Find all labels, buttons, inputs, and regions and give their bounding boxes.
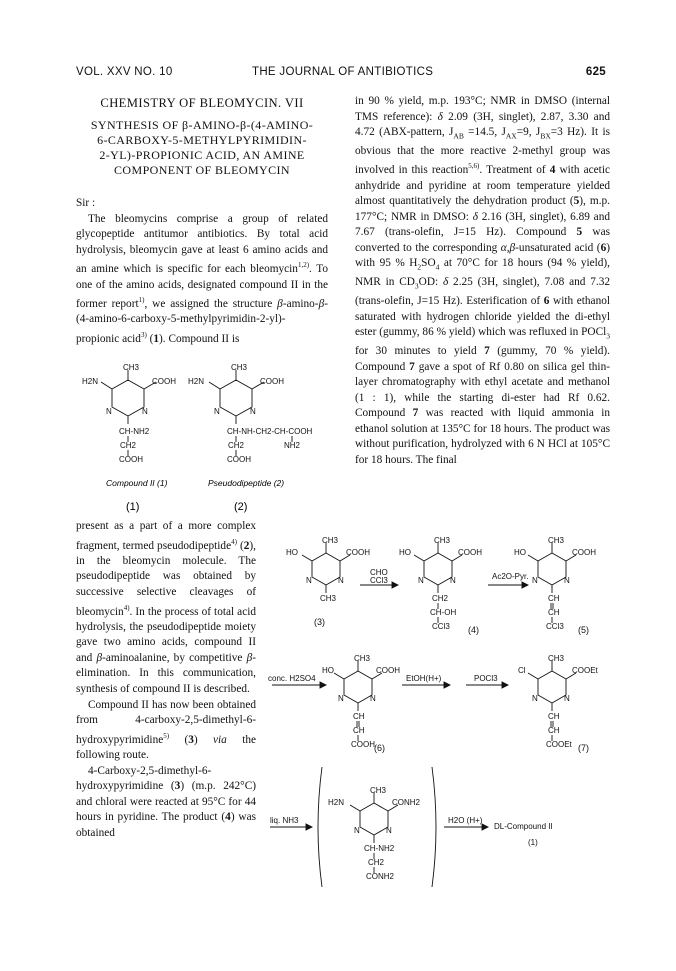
svg-text:CCl3: CCl3 [546,622,564,631]
svg-text:COOEt: COOEt [572,666,598,675]
svg-text:COOH: COOH [152,377,176,386]
reagent-h2o: H2O (H+) [448,816,483,825]
scheme-label-6: (6) [374,743,385,753]
pseudodipeptide-caption: Pseudodipeptide (2) [208,478,285,488]
svg-text:COOH: COOH [346,548,370,557]
structure-label-2: (2) [234,501,248,513]
structure-label-1: (1) [126,501,140,513]
svg-text:CONH2: CONH2 [366,872,395,881]
svg-text:CH3: CH3 [320,594,337,603]
reagent-ccl3: CCl3 [370,576,388,585]
svg-text:N: N [106,407,112,416]
svg-text:N: N [142,407,148,416]
svg-text:CH: CH [548,608,560,617]
svg-text:HO: HO [286,548,298,557]
svg-text:CH3: CH3 [322,536,339,545]
svg-text:CH2: CH2 [432,594,449,603]
svg-text:COOH: COOH [376,666,400,675]
svg-text:CH: CH [548,726,560,735]
svg-text:N: N [418,576,424,585]
svg-text:CH3: CH3 [548,536,565,545]
svg-text:N: N [532,576,538,585]
paragraph: in 90 % yield, m.p. 193°C; NMR in DMSO (internal TMS reference): δ 2.09 (3H, singlet), 2.87, 3.30 and 4.72 (ABX-pattern, $J_{AB} =14.5$, $J_{AX}=9$, $J_{BX}=3$ Hz). It is obvious that the more reactive 2-methyl group was involved in this reaction$^{5,6)}$. Treatment of 4 with acetic anhydride and pyridine at room temperature yielded almost quantitatively the dehydration product (5), m.p. 177°C; NMR in DMSO: δ 2.16 (3H, singlet), 6.89 and 7.67 (trans-olefin, J=15 Hz). Compound 5 was converted to the corresponding α,β-unsaturated acid (6) with 95 % $H_2SO_4$ at 70°C for 18 hours (94 % yield), NMR in $CD_3OD$: δ 2.25 (3H, singlet), 7.08 and 7.32 (trans-olefin, J=15 Hz). Esterification of 6 with ethanol saturated with hydrogen chloride yielded the di-ethyl ester (gummy, 86 % yield) which was refluxed in POCl$_3$ for 30 minutes to yield 7 (gummy, 70 % yield). Compound 7 gave a spot of Rf 0.80 on silica gel thin-layer chromatography with ethyl acetate and methanol (1 : 1), while the starting di-ester had Rf 0.62. Compound 7 was reacted with liquid ammonia in ethanol solution at 135°C for 18 hours. The product was without purification, hydrolyzed with 6 N HCl at 105°C for 18 hours. The final [355,95,611,466]
svg-text:N: N [338,576,344,585]
svg-text:COOH: COOH [572,548,596,557]
paragraph: Compound II has now been obtained from 4-carboxy-2,5-dimethyl-6-hydroxypyrimidine$^{5)}$ (3) via the following route. [76,698,256,761]
svg-text:Cl: Cl [518,666,526,675]
reagent-etoh: EtOH(H+) [406,674,442,683]
subtitle-line: SYNTHESIS OF β-AMINO-β-(4-AMINO- [90,118,314,132]
scheme-label-4: (4) [468,625,479,635]
svg-text:CH: CH [353,726,365,735]
svg-text:CH-NH-CH2-CH-COOH: CH-NH-CH2-CH-COOH [227,427,313,436]
svg-text:CH: CH [353,712,365,721]
svg-text:COOH: COOH [351,740,375,749]
svg-text:CH: CH [548,712,560,721]
svg-text:N: N [450,576,456,585]
scheme-label-7: (7) [578,743,589,753]
reagent-nh3: liq. NH3 [270,816,299,825]
article-subtitle [76,118,328,178]
svg-text:CH3: CH3 [231,363,248,372]
paragraph: 4-Carboxy-2,5-dimethyl-6-hydroxypyrimidine (3) (m.p. 242°C) and chloral were reacted at 95°C for 44 hours in pyridine. The product (4) was obtained [76,764,256,839]
left-column-body [76,519,256,841]
svg-text:CH2: CH2 [368,858,385,867]
subtitle-line: 6-CARBOXY-5-METHYLPYRIMIDIN- [97,133,307,147]
svg-text:N: N [564,576,570,585]
salutation: Sir : [76,197,96,209]
article-title: CHEMISTRY OF BLEOMYCIN. VII [100,96,304,110]
svg-text:COOH: COOH [458,548,482,557]
reagent-chloral: CHO [370,568,388,577]
svg-text:HO: HO [514,548,526,557]
svg-text:HO: HO [322,666,334,675]
svg-text:CH-NH2: CH-NH2 [364,844,395,853]
reagent-pocl3: POCl3 [474,674,498,683]
paragraph: present as a part of a more complex fragment, termed pseudodipeptide$^{4)}$ (2), in the bleomycin molecule. The pseudodipeptide was obtained by successive selective cleavages of bleomycin$^{4)}$. In the process of total acid hydrolysis, the pseudodipeptide moiety gave two amino acids, compound II and β-aminoalanine, by competitive β-elimination. In this communication, synthesis of compound II is described. [76,520,256,695]
svg-text:CONH2: CONH2 [392,798,421,807]
paragraph: The bleomycins comprise a group of related glycopeptide antitumor antibiotics. By total acid hydrolysis, bleomycin gave at least 6 amino acids and an amine which is specific for each bleomycin$^{1,2)}$. To one of the amino acids, designated compound II in the former report$^{1)}$, we assigned the structure β-amino-β-(4-amino-6-carboxy-5-methylpyrimidin-2-yl)-propionic acid$^{3)}$ (1). Compound II is [76,212,328,345]
compound-structures-figure [76,360,336,525]
subtitle-line: COMPONENT OF BLEOMYCIN [114,163,290,177]
reagent-ac2o: Ac2O-Pyr. [492,572,529,581]
svg-text:HO: HO [399,548,411,557]
svg-text:CH3: CH3 [354,654,371,663]
svg-text:CH2: CH2 [120,441,137,450]
scheme-label-5: (5) [578,625,589,635]
svg-text:COOH: COOH [227,455,251,464]
right-column-body [355,94,610,468]
product-label: (1) [528,838,538,847]
svg-text:CH3: CH3 [123,363,140,372]
svg-text:N: N [386,826,392,835]
svg-text:CH3: CH3 [548,654,565,663]
svg-text:H2N: H2N [188,377,205,386]
svg-text:N: N [564,694,570,703]
journal-name: THE JOURNAL OF ANTIBIOTICS [252,66,434,78]
svg-text:N: N [338,694,344,703]
svg-text:CH3: CH3 [434,536,451,545]
svg-text:NH2: NH2 [284,441,301,450]
left-column-intro [76,196,328,347]
volume-label: VOL. XXV NO. 10 [76,66,173,78]
svg-text:N: N [214,407,220,416]
svg-text:H2N: H2N [328,798,345,807]
svg-text:CH-OH: CH-OH [430,608,457,617]
page-number: 625 [585,66,606,78]
svg-text:COOH: COOH [260,377,284,386]
svg-text:COOH: COOH [119,455,143,464]
svg-text:N: N [532,694,538,703]
subtitle-line: 2-YL)-PROPIONIC ACID, AN AMINE [99,148,305,162]
svg-text:N: N [370,694,376,703]
svg-text:CH3: CH3 [370,786,387,795]
svg-text:N: N [354,826,360,835]
synthesis-scheme [262,535,612,895]
product-name: DL-Compound II [494,822,553,831]
svg-text:CH-NH2: CH-NH2 [119,427,150,436]
reagent-h2so4: conc. H2SO4 [268,674,316,683]
svg-text:COOEt: COOEt [546,740,572,749]
svg-text:N: N [306,576,312,585]
compound-ii-caption: Compound II (1) [106,478,168,488]
svg-text:H2N: H2N [82,377,99,386]
svg-text:CCl3: CCl3 [432,622,450,631]
scheme-label-3: (3) [314,617,325,627]
svg-text:CH2: CH2 [228,441,245,450]
svg-text:N: N [250,407,256,416]
svg-text:CH: CH [548,594,560,603]
